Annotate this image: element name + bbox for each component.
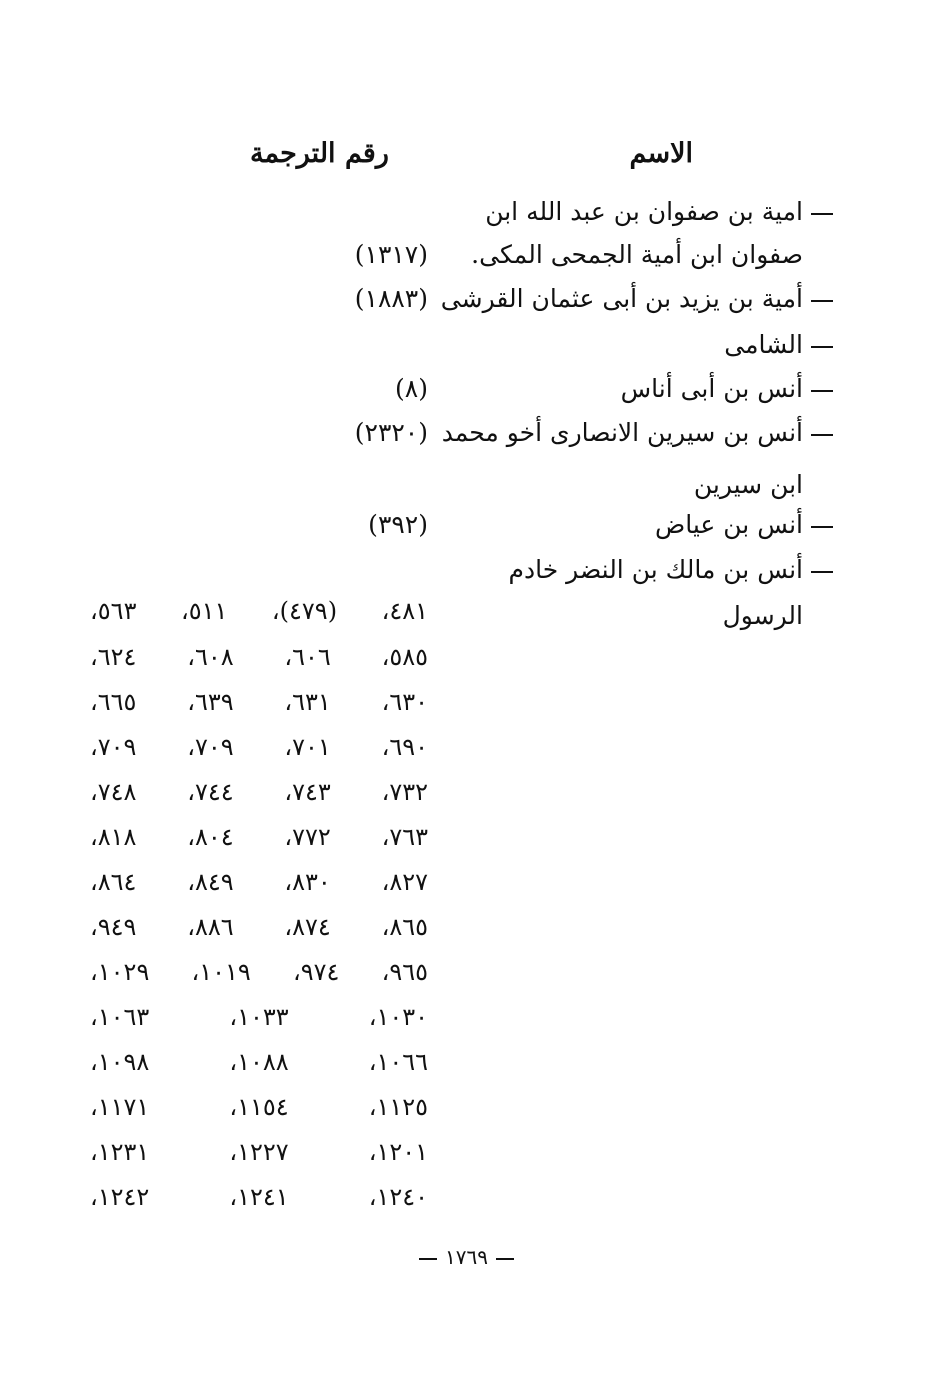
reference-number: ٦٣٩، [187, 688, 234, 716]
reference-number: ١٠٢٩، [90, 958, 150, 986]
reference-row [90, 868, 428, 896]
entry-name: أنس بن أبى أناس [620, 374, 803, 403]
reference-number: ٨٨٦، [187, 913, 234, 941]
reference-number: ٧٤٨، [90, 778, 137, 806]
reference-number: ٧٠٩، [90, 733, 137, 761]
name-column-header: الاسم [629, 138, 693, 169]
entry-line [509, 555, 833, 584]
entry-line [621, 374, 833, 403]
reference-number: ٦٣٠، [381, 688, 428, 716]
entry-number: (٨) [395, 374, 428, 403]
reference-number: ٦٩٠، [381, 733, 428, 761]
reference-number: ١٢٤٠، [368, 1183, 428, 1211]
entry-dash [811, 300, 833, 302]
entry-line [655, 510, 833, 539]
entry-number: (٢٣٢٠) [354, 418, 428, 447]
reference-number: ٧٤٤، [187, 778, 234, 806]
entry-dash [811, 346, 833, 348]
reference-number: ٩٤٩، [90, 913, 137, 941]
reference-row [90, 1003, 428, 1031]
reference-number: ١٠٩٨، [90, 1048, 150, 1076]
entry-continuation: الرسول [722, 601, 803, 630]
entry-line [485, 197, 833, 226]
reference-number: ٦٣١، [284, 688, 331, 716]
reference-number: ٨٤٩، [187, 868, 234, 896]
page-number-dash [419, 1258, 437, 1260]
entry-line [442, 418, 833, 447]
entry-name: أنس بن مالك بن النضر خادم [508, 555, 803, 584]
reference-row [90, 1138, 428, 1166]
entry-dash [811, 390, 833, 392]
entry-dash [811, 434, 833, 436]
reference-number: ١٠٦٣، [90, 1003, 150, 1031]
reference-number: ١٢٣١، [90, 1138, 150, 1166]
page-number-dash [496, 1258, 514, 1260]
reference-row [90, 778, 428, 806]
reference-row [90, 1048, 428, 1076]
reference-number: ٦٠٨، [187, 643, 234, 671]
reference-number: ٧٣٢، [381, 778, 428, 806]
reference-number: ٨٢٧، [381, 868, 428, 896]
reference-row [90, 597, 428, 625]
reference-number: ١٠٣٣، [229, 1003, 289, 1031]
reference-number: ٨١٨، [90, 823, 137, 851]
reference-number: ١١٧١، [90, 1093, 150, 1121]
reference-row [90, 913, 428, 941]
reference-row [90, 1093, 428, 1121]
reference-number: ٨٣٠، [284, 868, 331, 896]
reference-number: ١٠٨٨، [229, 1048, 289, 1076]
reference-row [90, 688, 428, 716]
reference-number: ٧٤٣، [284, 778, 331, 806]
entry-dash [811, 571, 833, 573]
reference-number: ٧٦٣، [381, 823, 428, 851]
reference-number: ١٢٤٢، [90, 1183, 150, 1211]
reference-number: ٨٦٥، [381, 913, 428, 941]
reference-number: ١٢٠١، [368, 1138, 428, 1166]
entry-line [724, 330, 833, 359]
reference-number: ٩٦٥، [381, 958, 428, 986]
reference-number: ١١٢٥، [368, 1093, 428, 1121]
reference-number: ٥٨٥، [381, 643, 428, 671]
entry-name: أمية بن يزيد بن أبى عثمان القرشى [440, 284, 803, 313]
entry-line [441, 284, 833, 313]
entry-continuation: صفوان ابن أمية الجمحى المكى. [471, 240, 803, 269]
entry-number: (٣٩٢) [368, 510, 428, 539]
reference-number: ٥٦٣، [90, 597, 137, 625]
entry-name: أنس بن سيرين الانصارى أخو محمد [441, 418, 803, 447]
reference-number: ٦٦٥، [90, 688, 137, 716]
reference-row [90, 1183, 428, 1211]
reference-number: ٧٠١، [284, 733, 331, 761]
entry-number: (١٨٨٣) [354, 284, 428, 313]
entry-name: الشامى [724, 330, 803, 359]
reference-number: ٥١١، [180, 597, 228, 625]
reference-row [90, 958, 428, 986]
page-number [0, 1245, 933, 1269]
reference-number: ٨٦٤، [90, 868, 137, 896]
reference-number: ١٠٦٦، [368, 1048, 428, 1076]
reference-number: ٧٧٢، [284, 823, 331, 851]
reference-number: ١٠١٩، [191, 958, 251, 986]
reference-number: ٧٠٩، [187, 733, 234, 761]
reference-row [90, 733, 428, 761]
entry-dash [811, 213, 833, 215]
entry-dash [811, 526, 833, 528]
entry-continuation: ابن سيرين [693, 470, 803, 499]
reference-row [90, 823, 428, 851]
reference-number: ١٢٤١، [229, 1183, 289, 1211]
reference-number: ٨٧٤، [284, 913, 331, 941]
number-column-header: رقم الترجمة [250, 138, 389, 169]
entry-name: أنس بن عياض [655, 510, 803, 539]
reference-number: ٦٠٦، [284, 643, 331, 671]
entry-name: امية بن صفوان بن عبد الله ابن [485, 197, 803, 226]
page-number-value: ١٧٦٩ [445, 1245, 488, 1269]
reference-row [90, 643, 428, 671]
reference-number: ١١٥٤، [229, 1093, 289, 1121]
reference-number: ١٠٣٠، [368, 1003, 428, 1031]
entry-number: (١٣١٧) [354, 240, 428, 269]
reference-number: ٨٠٤، [187, 823, 234, 851]
reference-number: ٦٢٤، [90, 643, 137, 671]
reference-number: ١٢٢٧، [229, 1138, 289, 1166]
reference-number: (٤٧٩)، [271, 597, 338, 625]
reference-number: ٤٨١، [381, 597, 428, 625]
reference-number: ٩٧٤، [292, 958, 340, 986]
